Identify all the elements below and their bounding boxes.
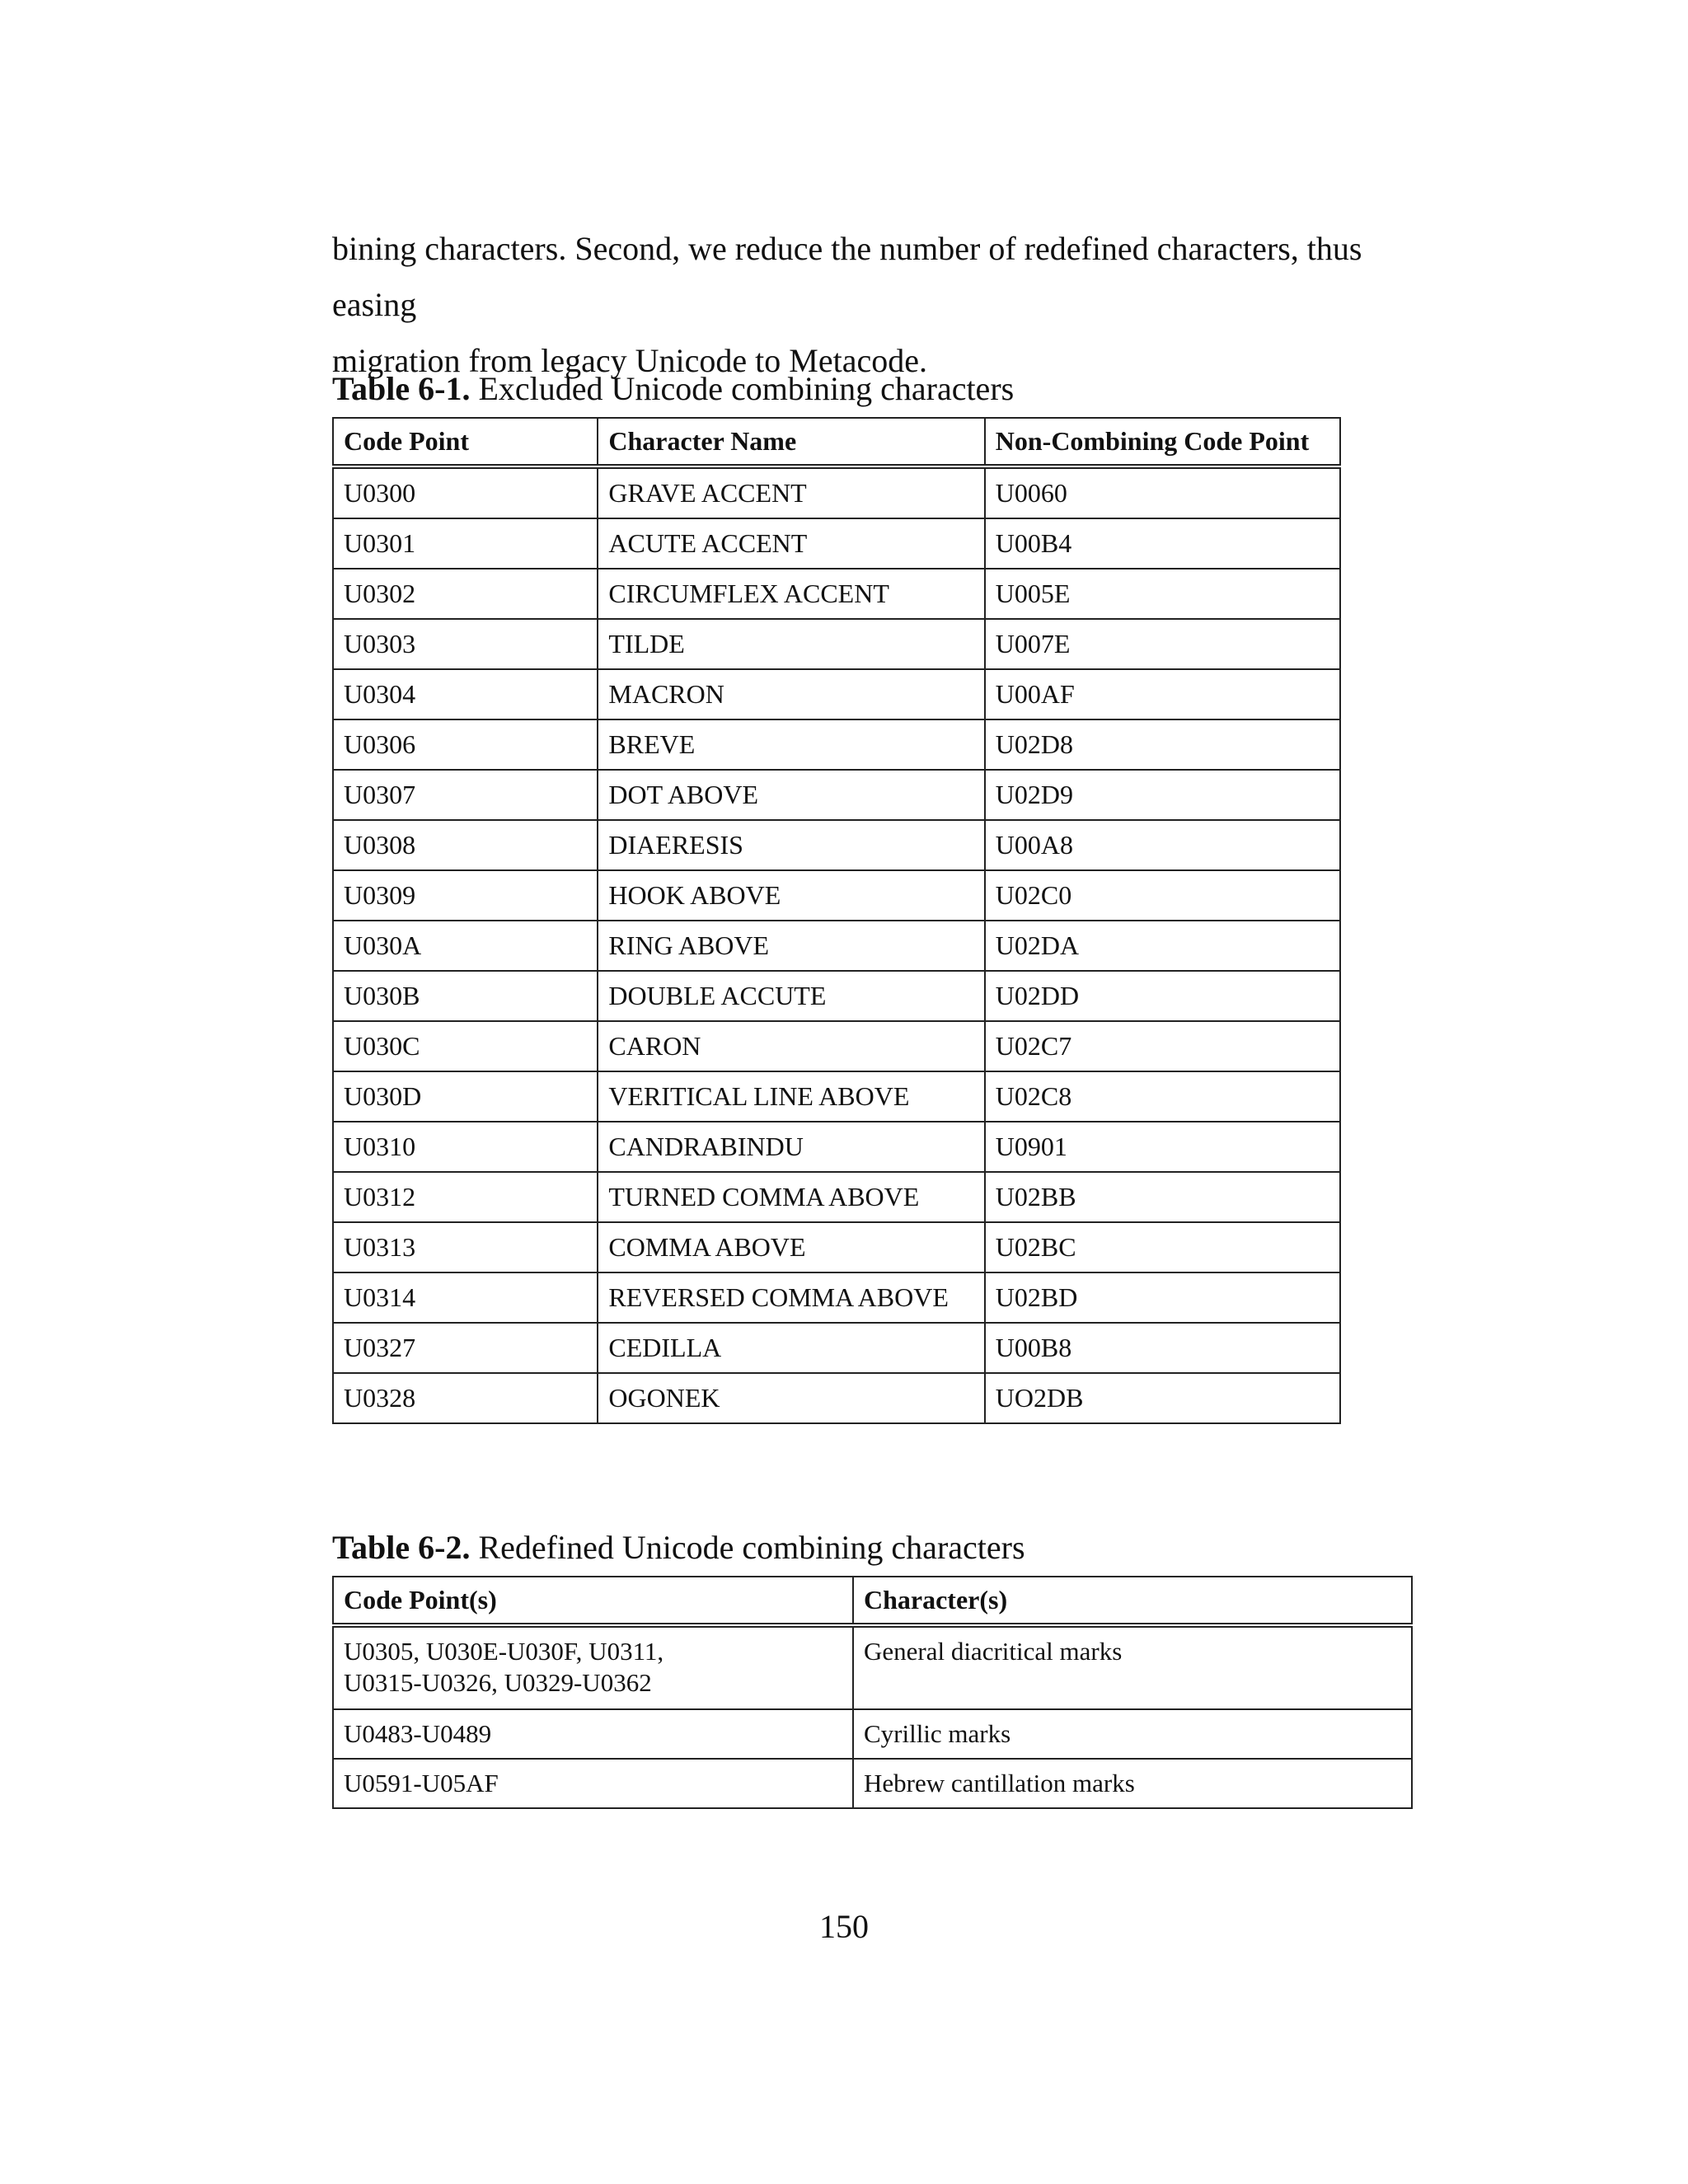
character-name-cell: REVERSED COMMA ABOVE [598, 1272, 984, 1323]
character-name-cell: BREVE [598, 719, 984, 770]
character-name-cell: DOT ABOVE [598, 770, 984, 820]
code-point-cell: U0306 [333, 719, 598, 770]
characters-cell: Hebrew cantillation marks [853, 1759, 1412, 1808]
code-point-cell: U0312 [333, 1172, 598, 1222]
column-header-character-name: Character Name [598, 418, 984, 466]
table-row [333, 1759, 1412, 1808]
non-combining-cell: UO2DB [985, 1373, 1340, 1423]
non-combining-cell: U0901 [985, 1122, 1340, 1172]
table-row [333, 1122, 1340, 1172]
code-points-cell [333, 1625, 853, 1709]
code-point-cell: U0328 [333, 1373, 598, 1423]
character-name-cell: CANDRABINDU [598, 1122, 984, 1172]
character-name-cell: ACUTE ACCENT [598, 518, 984, 569]
non-combining-cell: U02BC [985, 1222, 1340, 1272]
character-name-cell: TILDE [598, 619, 984, 669]
table-row [333, 518, 1340, 569]
code-point-cell: U0310 [333, 1122, 598, 1172]
redefined-characters-table [332, 1576, 1413, 1809]
code-points-cell: U0591-U05AF [333, 1759, 853, 1808]
table-header-row [333, 1577, 1412, 1625]
table-row [333, 1222, 1340, 1272]
code-point-cell: U0303 [333, 619, 598, 669]
column-header-code-points: Code Point(s) [333, 1577, 853, 1625]
non-combining-cell: U00A8 [985, 820, 1340, 870]
table-row [333, 466, 1340, 518]
non-combining-cell: U02D9 [985, 770, 1340, 820]
column-header-characters: Character(s) [853, 1577, 1412, 1625]
table-row [333, 921, 1340, 971]
non-combining-cell: U007E [985, 619, 1340, 669]
code-points-line-2: U0315-U0326, U0329-U0362 [344, 1668, 652, 1697]
table-row [333, 1071, 1340, 1122]
table-row [333, 1323, 1340, 1373]
code-point-cell: U030C [333, 1021, 598, 1071]
table-row [333, 1625, 1412, 1709]
table-1-caption-text: Excluded Unicode combining characters [470, 370, 1015, 407]
table-header-row [333, 418, 1340, 466]
character-name-cell: COMMA ABOVE [598, 1222, 984, 1272]
code-point-cell: U0307 [333, 770, 598, 820]
code-point-cell: U0309 [333, 870, 598, 921]
table-2-caption [332, 1528, 1025, 1568]
non-combining-cell: U005E [985, 569, 1340, 619]
body-paragraph [332, 221, 1445, 389]
table-1-caption-label: Table 6-1. [332, 370, 471, 407]
table-row [333, 870, 1340, 921]
table-row [333, 971, 1340, 1021]
code-point-cell: U0313 [333, 1222, 598, 1272]
code-points-cell: U0483-U0489 [333, 1709, 853, 1759]
character-name-cell: CIRCUMFLEX ACCENT [598, 569, 984, 619]
table-row [333, 1709, 1412, 1759]
character-name-cell: OGONEK [598, 1373, 984, 1423]
character-name-cell: GRAVE ACCENT [598, 466, 984, 518]
character-name-cell: VERITICAL LINE ABOVE [598, 1071, 984, 1122]
character-name-cell: RING ABOVE [598, 921, 984, 971]
non-combining-cell: U00AF [985, 669, 1340, 719]
table-row [333, 1021, 1340, 1071]
table-2-caption-label: Table 6-2. [332, 1529, 471, 1566]
non-combining-cell: U02DD [985, 971, 1340, 1021]
non-combining-cell: U02BD [985, 1272, 1340, 1323]
character-name-cell: CEDILLA [598, 1323, 984, 1373]
code-point-cell: U0304 [333, 669, 598, 719]
body-line-1: bining characters. Second, we reduce the number of redefined characters, thus easing [332, 230, 1362, 323]
code-point-cell: U030D [333, 1071, 598, 1122]
code-point-cell: U0308 [333, 820, 598, 870]
table-row [333, 770, 1340, 820]
table-1-caption [332, 369, 1014, 409]
non-combining-cell: U00B8 [985, 1323, 1340, 1373]
non-combining-cell: U0060 [985, 466, 1340, 518]
table-row [333, 719, 1340, 770]
table-row [333, 669, 1340, 719]
table-row [333, 569, 1340, 619]
table-row [333, 1172, 1340, 1222]
character-name-cell: DIAERESIS [598, 820, 984, 870]
non-combining-cell: U02C8 [985, 1071, 1340, 1122]
code-point-cell: U0327 [333, 1323, 598, 1373]
character-name-cell: DOUBLE ACCUTE [598, 971, 984, 1021]
table-row [333, 1373, 1340, 1423]
character-name-cell: MACRON [598, 669, 984, 719]
body-line-2: migration from legacy Unicode to Metacode. [332, 342, 927, 379]
code-point-cell: U030B [333, 971, 598, 1021]
character-name-cell: TURNED COMMA ABOVE [598, 1172, 984, 1222]
non-combining-cell: U02C0 [985, 870, 1340, 921]
characters-cell: Cyrillic marks [853, 1709, 1412, 1759]
character-name-cell: CARON [598, 1021, 984, 1071]
character-name-cell: HOOK ABOVE [598, 870, 984, 921]
table-row [333, 619, 1340, 669]
table-row [333, 820, 1340, 870]
column-header-code-point: Code Point [333, 418, 598, 466]
characters-cell: General diacritical marks [853, 1625, 1412, 1709]
non-combining-cell: U02DA [985, 921, 1340, 971]
column-header-non-combining-code-point: Non-Combining Code Point [985, 418, 1340, 466]
table-2-caption-text: Redefined Unicode combining characters [470, 1529, 1025, 1566]
code-point-cell: U0300 [333, 466, 598, 518]
page-number: 150 [819, 1908, 869, 1945]
non-combining-cell: U00B4 [985, 518, 1340, 569]
table-row [333, 1272, 1340, 1323]
non-combining-cell: U02C7 [985, 1021, 1340, 1071]
code-point-cell: U0301 [333, 518, 598, 569]
code-point-cell: U030A [333, 921, 598, 971]
excluded-characters-table [332, 417, 1341, 1424]
non-combining-cell: U02BB [985, 1172, 1340, 1222]
code-points-line-1: U0305, U030E-U030F, U0311, [344, 1637, 664, 1666]
code-point-cell: U0302 [333, 569, 598, 619]
non-combining-cell: U02D8 [985, 719, 1340, 770]
code-point-cell: U0314 [333, 1272, 598, 1323]
